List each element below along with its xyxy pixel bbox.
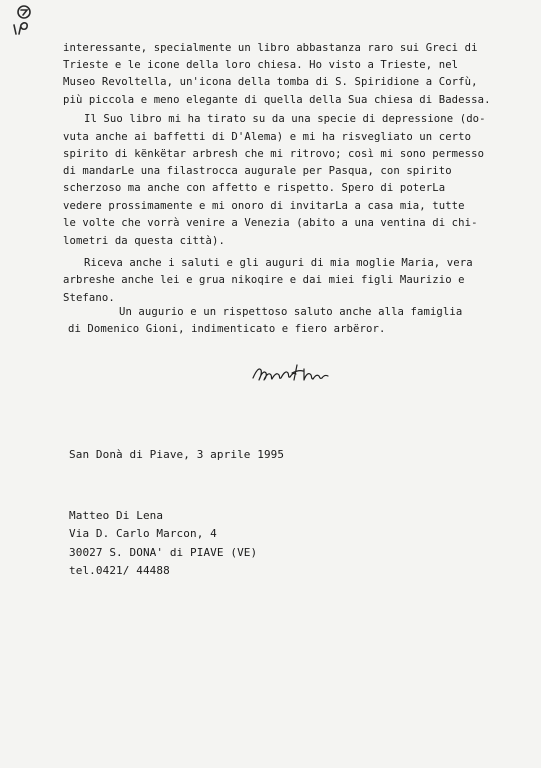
- body-line-15: Stefano.: [63, 292, 115, 304]
- sender-city: 30027 S. DONA' di PIAVE (VE): [69, 546, 258, 559]
- sender-street: Via D. Carlo Marcon, 4: [69, 527, 217, 540]
- body-line-13: Riceva anche i saluti e gli auguri di mia moglie Maria, vera: [84, 257, 473, 269]
- body-line-11: le volte che vorrà venire a Venezia (abito a una ventina di chi-: [63, 217, 478, 229]
- body-line-2: Trieste e le icone della loro chiesa. Ho visto a Trieste, nel: [63, 59, 459, 71]
- body-line-6: vuta anche ai baffetti di D'Alema) e mi ha risvegliato un certo: [63, 131, 472, 143]
- sender-phone: tel.0421/ 44488: [69, 564, 170, 577]
- body-line-14: arbreshe anche lei e grua nikoqire e dai miei figli Maurizio e: [63, 274, 465, 286]
- body-line-5: Il Suo libro mi ha tirato su da una specie di depressione (do-: [84, 113, 486, 125]
- body-line-1: interessante, specialmente un libro abbastanza raro sui Greci di: [63, 42, 478, 54]
- body-line-3: Museo Revoltella, un'icona della tomba di S. Spiridione a Corfù,: [63, 76, 478, 88]
- body-line-10: vedere prossimamente e mi onoro di invitarLa a casa mia, tutte: [63, 200, 465, 212]
- date-line: San Donà di Piave, 3 aprile 1995: [69, 448, 285, 461]
- body-line-12: lometri da questa città).: [63, 235, 225, 247]
- sender-name: Matteo Di Lena: [69, 509, 164, 522]
- body-line-4: più piccola e meno elegante di quella della Sua chiesa di Badessa.: [63, 94, 491, 106]
- body-line-9: scherzoso ma anche con affetto e rispetto. Spero di poterLa: [63, 182, 446, 194]
- page-number-mark: [8, 3, 38, 37]
- body-line-8: di mandarLe una filastrocca augurale per Pasqua, con spirito: [63, 165, 452, 177]
- body-line-17: di Domenico Gioni, indimenticato e fiero arbëror.: [68, 323, 386, 335]
- body-line-16: Un augurio e un rispettoso saluto anche alla famiglia: [119, 306, 463, 318]
- handwritten-signature: [250, 355, 330, 389]
- body-line-7: spirito di kënkëtar arbresh che mi ritrovo; così mi sono permesso: [63, 148, 485, 160]
